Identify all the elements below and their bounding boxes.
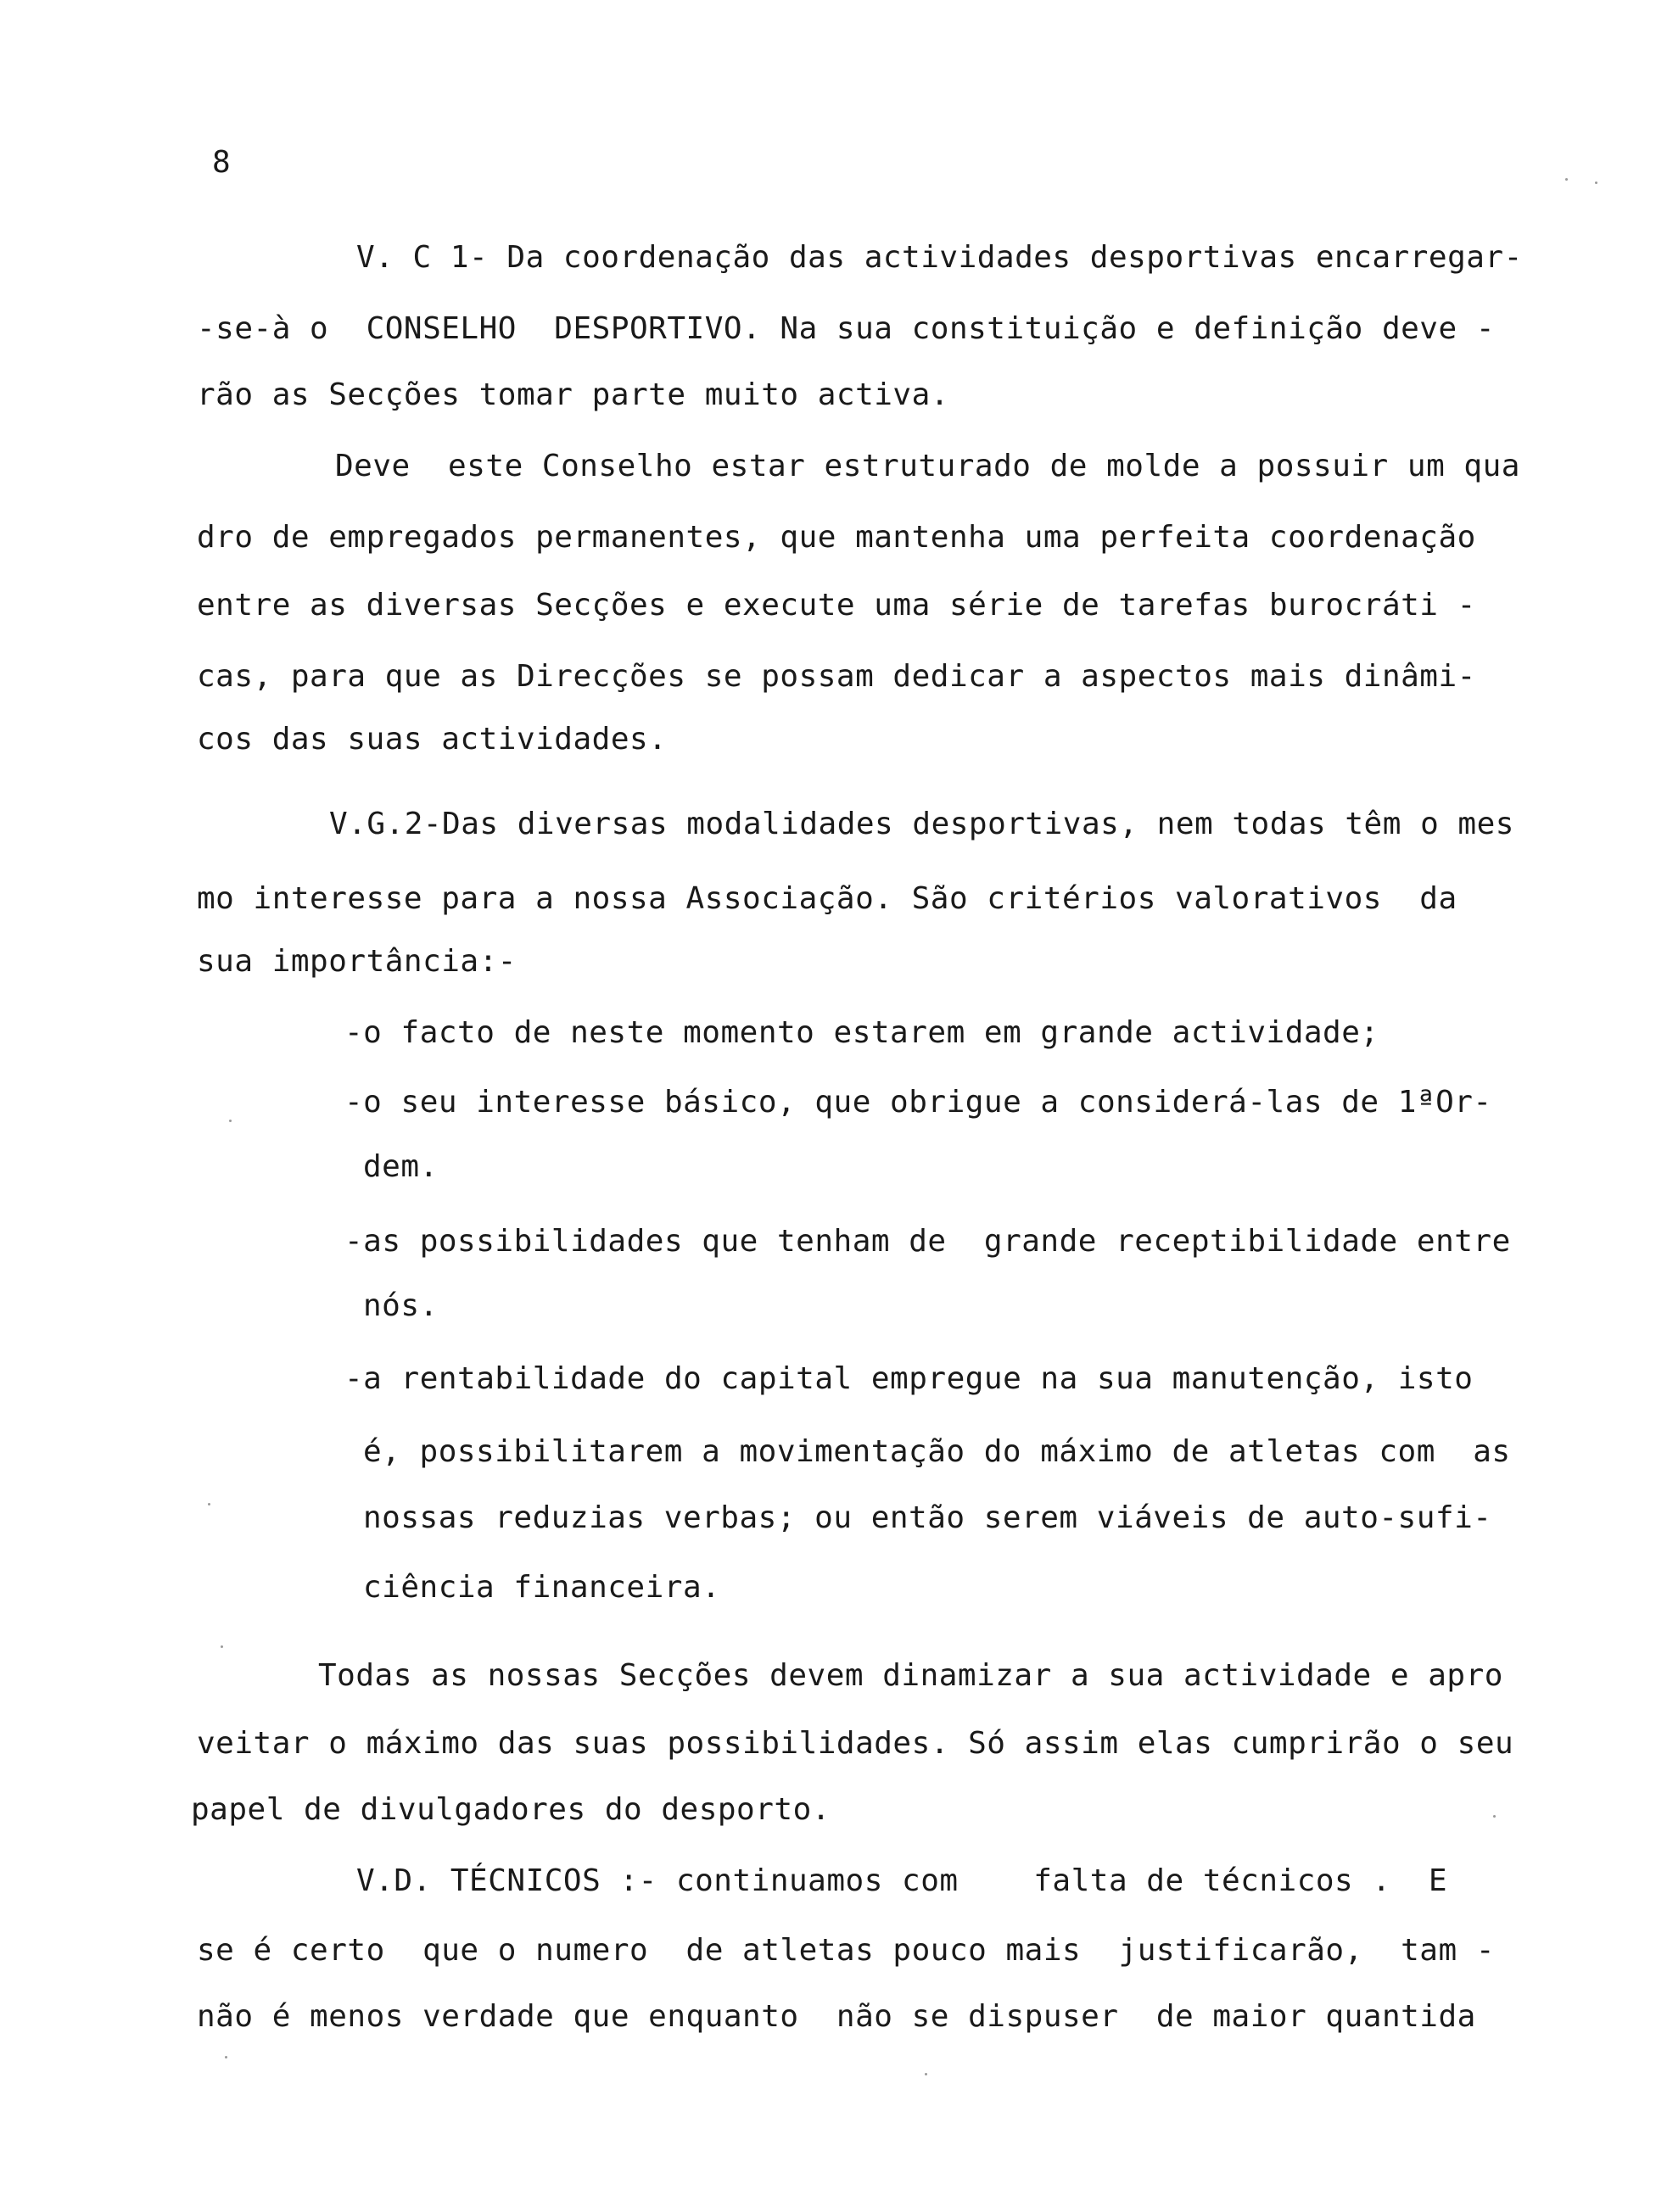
text-line: se é certo que o numero de atletas pouco mais justificarão, tam - [197, 1933, 1495, 1968]
text-line: V. C 1- Da coordenação das actividades desportivas encarregar- [356, 240, 1523, 275]
text-line: cas, para que as Direcções se possam dedicar a aspectos mais dinâmi- [197, 659, 1476, 694]
text-line: sua importância:- [197, 944, 517, 979]
text-line: não é menos verdade que enquanto não se dispuser de maior quantida [197, 1999, 1476, 2034]
list-item: ciência financeira. [363, 1570, 721, 1605]
list-item: -as possibilidades que tenham de grande receptibilidade entre [344, 1224, 1511, 1259]
text-line: -se-à o CONSELHO DESPORTIVO. Na sua constituição e definição deve - [197, 311, 1495, 346]
text-line: V.G.2-Das diversas modalidades desportivas, nem todas têm o mes [329, 807, 1514, 841]
scan-speck [925, 2073, 927, 2075]
list-item: dem. [363, 1149, 439, 1184]
list-item: é, possibilitarem a movimentação do máximo de atletas com as [363, 1434, 1511, 1469]
list-item: -o facto de neste momento estarem em grande actividade; [344, 1015, 1379, 1050]
list-item: nossas reduzias verbas; ou então serem viáveis de auto-sufi- [363, 1500, 1492, 1535]
scan-speck [229, 1120, 232, 1122]
list-item: -o seu interesse básico, que obrigue a considerá-las de 1ªOr- [344, 1085, 1492, 1120]
text-line: papel de divulgadores do desporto. [191, 1792, 831, 1827]
scan-speck [1565, 178, 1568, 181]
text-line: entre as diversas Secções e execute uma série de tarefas burocráti - [197, 588, 1476, 623]
page-number: 8 [212, 145, 231, 180]
list-item: nós. [363, 1288, 439, 1323]
text-line: Todas as nossas Secções devem dinamizar a sua actividade e apro [318, 1658, 1503, 1693]
text-line: Deve este Conselho estar estruturado de molde a possuir um qua [335, 449, 1520, 483]
text-line: veitar o máximo das suas possibilidades. Só assim elas cumprirão o seu [197, 1726, 1514, 1761]
list-item: -a rentabilidade do capital empregue na sua manutenção, isto [344, 1361, 1474, 1396]
scan-speck [1493, 1815, 1496, 1818]
text-line: dro de empregados permanentes, que mantenha uma perfeita coordenação [197, 520, 1476, 555]
scan-speck [1595, 182, 1597, 184]
scan-speck [225, 2056, 227, 2058]
text-line: mo interesse para a nossa Associação. São critérios valorativos da [197, 881, 1457, 916]
scan-speck [208, 1503, 210, 1505]
scan-speck [221, 1645, 223, 1648]
text-line: cos das suas actividades. [197, 722, 668, 757]
text-line: V.D. TÉCNICOS :- continuamos com falta de técnicos . E [356, 1863, 1448, 1898]
text-line: rão as Secções tomar parte muito activa. [197, 377, 949, 412]
